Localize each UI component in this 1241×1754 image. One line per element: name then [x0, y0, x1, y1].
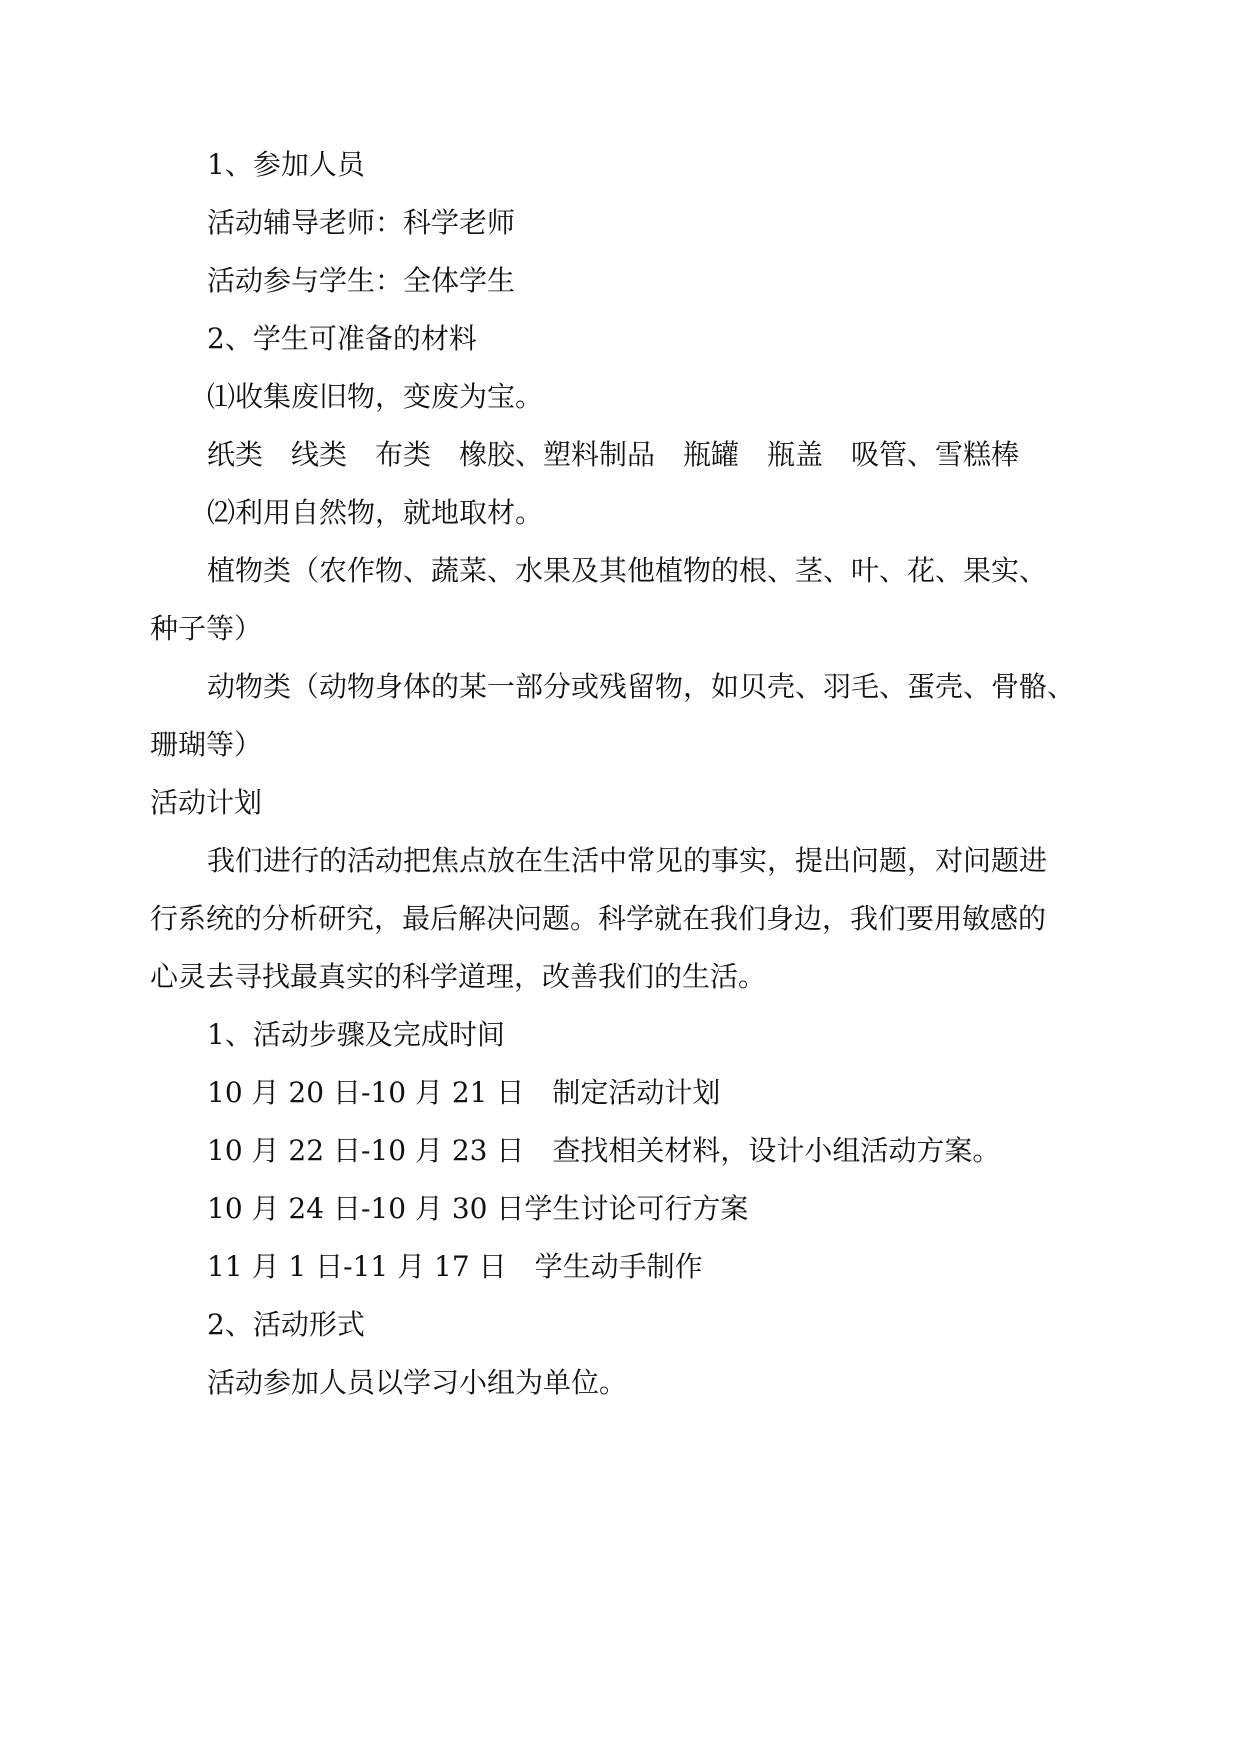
plants-line-1: 植物类（农作物、蔬菜、水果及其他植物的根、茎、叶、花、果实、 [207, 554, 1048, 587]
step-4: 11 月 1 日-11 月 17 日 学生动手制作 [207, 1250, 703, 1283]
animals-line-1: 动物类（动物身体的某一部分或残留物，如贝壳、羽毛、蛋壳、骨骼、 [207, 670, 1076, 703]
tutor-line: 活动辅导老师：科学老师 [207, 206, 516, 239]
step-3: 10 月 24 日-10 月 30 日学生讨论可行方案 [207, 1192, 749, 1225]
plants-line-2: 种子等） [150, 612, 263, 645]
materials-item-1: ⑴收集废旧物，变废为宝。 [207, 380, 544, 413]
step-2: 10 月 22 日-10 月 23 日 查找相关材料，设计小组活动方案。 [207, 1134, 1001, 1167]
steps-heading: 1、活动步骤及完成时间 [207, 1018, 505, 1051]
form-heading: 2、活动形式 [207, 1308, 365, 1341]
plan-paragraph-line-3: 心灵去寻找最真实的科学道理，改善我们的生活。 [150, 960, 767, 993]
form-line: 活动参加人员以学习小组为单位。 [207, 1366, 628, 1399]
materials-item-2: ⑵利用自然物，就地取材。 [207, 496, 544, 529]
animals-line-2: 珊瑚等） [150, 728, 263, 761]
materials-heading: 2、学生可准备的材料 [207, 322, 477, 355]
plan-heading: 活动计划 [150, 786, 263, 819]
plan-paragraph-line-2: 行系统的分析研究，最后解决问题。科学就在我们身边，我们要用敏感的 [150, 902, 1047, 935]
students-line: 活动参与学生：全体学生 [207, 264, 516, 297]
step-1: 10 月 20 日-10 月 21 日 制定活动计划 [207, 1076, 721, 1109]
participants-heading: 1、参加人员 [207, 148, 365, 181]
plan-paragraph-line-1: 我们进行的活动把焦点放在生活中常见的事实，提出问题，对问题进 [207, 844, 1048, 877]
materials-item-1-list: 纸类 线类 布类 橡胶、塑料制品 瓶罐 瓶盖 吸管、雪糕棒 [207, 438, 1020, 471]
